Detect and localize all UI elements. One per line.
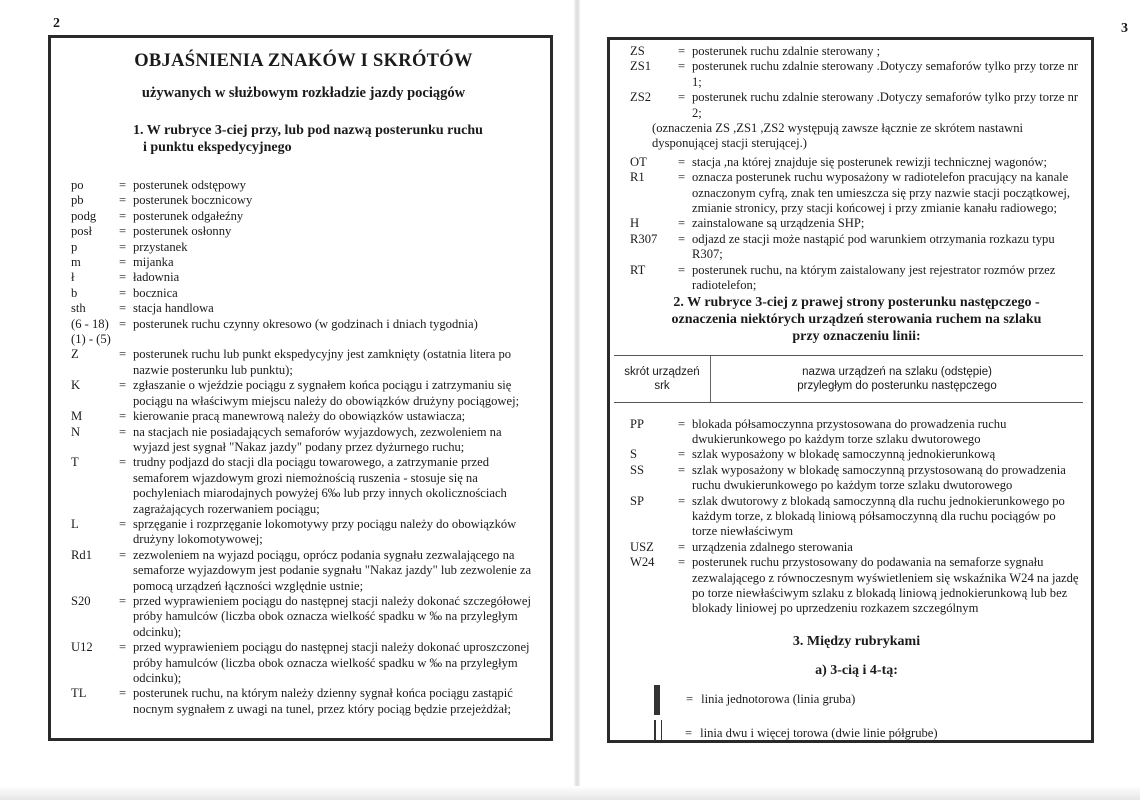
entry-description: blokada półsamoczynna przystosowana do prowadzenia ruchu dwukierunkowego po każdym torze szlaku dwutorowego xyxy=(692,416,1007,446)
equals-sign: = xyxy=(119,547,127,562)
equals-sign: = xyxy=(119,178,127,192)
equals-sign: = xyxy=(119,193,127,208)
abbreviation-entry xyxy=(630,216,1083,231)
equals-sign: = xyxy=(119,455,127,470)
abbreviation-entry xyxy=(71,409,536,424)
section-3-heading: 3. Między rubrykami xyxy=(792,633,921,649)
entry-description: ładownia xyxy=(133,270,180,285)
abbreviation-entry xyxy=(71,517,536,548)
page-subtitle: używanych w służbowym rozkładzie jazdy pociągów xyxy=(141,85,466,101)
equals-sign: = xyxy=(119,239,127,254)
srk-table-header xyxy=(614,355,1083,403)
abbreviation-entry xyxy=(71,224,536,239)
equals-sign: = xyxy=(119,686,127,701)
abbreviation-entry xyxy=(71,425,536,456)
equals-sign: = xyxy=(119,224,127,239)
abbreviation-entry xyxy=(630,232,1083,263)
entry-abbreviation: podg xyxy=(71,208,97,223)
entry-abbreviation: Rd1 xyxy=(71,547,92,562)
entry-description: trudny podjazd do stacji dla pociągu towarowego, a zatrzymanie przed semaforem wjazdowym grozi niemożnością ruszenia - stosuje się na pochyleniach miarodajnych powyżej 6‰ lub przy innych okolicznościach zagrażających rozerwaniem pociągu; xyxy=(133,455,507,516)
entry-description: sprzęganie i rozprzęganie lokomotywy przy pociągu należy do obowiązków drużyny lokomotywowej; xyxy=(133,516,517,547)
equals-sign: = xyxy=(678,44,686,58)
abbreviation-entry xyxy=(71,455,536,517)
abbreviation-entry xyxy=(71,640,536,686)
table-header-name-line2: przyległym do posterunku następczego xyxy=(797,379,997,392)
entry-description: posterunek ruchu zdalnie sterowany .Dotyczy semaforów tylko przy torze nr 2; xyxy=(692,90,1079,120)
entry-abbreviation: m xyxy=(71,255,81,270)
srk-abbreviation-list xyxy=(630,417,1083,617)
station-abbreviation-list xyxy=(630,155,1083,294)
entry-description: szlak dwutorowy z blokadą samoczynną dla ruchu jednokierunkowego po każdym torze, z blokadą liniową półsamoczynną dla ruchu pociągów po torze niewłaściwym xyxy=(692,493,1065,539)
equals-sign: = xyxy=(119,285,127,300)
double-line-stroke xyxy=(654,720,656,743)
entry-abbreviation: W24 xyxy=(630,555,655,570)
abbreviation-entry xyxy=(71,548,536,594)
table-column-abbr xyxy=(614,356,711,402)
entry-description: posterunek osłonny xyxy=(133,224,232,239)
entry-abbreviation: TL xyxy=(71,686,87,701)
entry-abbreviation: ZS2 xyxy=(630,90,651,105)
entry-abbreviation: T xyxy=(71,455,79,470)
equals-sign: = xyxy=(678,154,686,169)
entry-description: urządzenia zdalnego sterowania xyxy=(692,539,853,554)
entry-abbreviation: S20 xyxy=(71,593,91,608)
double-line-icon xyxy=(654,720,662,743)
entry-description: zainstalowane są urządzenia SHP; xyxy=(692,216,865,231)
abbreviation-entry xyxy=(71,332,536,347)
entry-abbreviation: (6 - 18) xyxy=(71,316,109,331)
zs-abbreviation-list xyxy=(630,44,1083,121)
line-symbol-desc: linia jednotorowa (linia gruba) xyxy=(701,692,856,707)
abbreviation-entry xyxy=(71,255,536,270)
entry-abbreviation: (1) - (5) xyxy=(71,332,111,347)
entry-description: przystanek xyxy=(133,239,188,254)
entry-description: zgłaszanie o wjeździe pociągu z sygnałem końca pociągu i zatrzymaniu się pociągu na właściwym miejscu należy do obowiązków drużyny pociągowej; xyxy=(133,378,520,408)
abbreviation-entry xyxy=(71,686,536,717)
entry-description: kierowanie pracą manewrową należy do obowiązków ustawiacza; xyxy=(133,409,466,424)
entry-description: posterunek ruchu przystosowany do podawania na semaforze sygnału zezwalającego z równoczesnym wyświetleniem się wskaźnika W24 na jazdę po torze niewłaściwym szlaku z blokadą liniową jednokierunkową lub bez blokady liniowej po uprzedzeniu rozkazem szczególnym xyxy=(692,555,1079,616)
entry-description: posterunek ruchu lub punkt ekspedycyjny jest zamknięty (ostatnia litera po nazwie posterunku lub punktu); xyxy=(133,347,512,377)
section-1-heading xyxy=(133,122,536,156)
entry-abbreviation: PP xyxy=(630,416,645,431)
entry-abbreviation: sth xyxy=(71,301,86,316)
section-2-heading-line1: 2. W rubryce 3-ciej z prawej strony posterunku następczego - xyxy=(673,294,1040,310)
section-1-heading-line2: i punktu ekspedycyjnego xyxy=(143,140,292,155)
abbreviation-entry xyxy=(630,44,1083,59)
entry-abbreviation: N xyxy=(71,424,81,439)
abbreviation-entry xyxy=(71,193,536,208)
abbreviation-entry xyxy=(630,555,1083,617)
entry-abbreviation: po xyxy=(71,178,84,192)
entry-abbreviation: S xyxy=(630,447,638,462)
entry-description: posterunek bocznicowy xyxy=(133,193,253,208)
entry-abbreviation: ZS xyxy=(630,44,645,58)
double-line-stroke xyxy=(661,720,663,743)
equals-sign: = xyxy=(119,255,127,270)
abbreviation-entry xyxy=(71,347,536,378)
entry-description: posterunek ruchu czynny okresowo (w godzinach i dniach tygodnia) xyxy=(133,316,478,331)
entry-description: posterunek ruchu, na którym należy dzienny sygnał końca pociągu zastąpić nocnym sygnałem z uwagi na tunel, przez który pociąg będzie przejeżdżał; xyxy=(133,686,513,716)
entry-abbreviation: Z xyxy=(71,347,79,362)
zs-note: (oznaczenia ZS ,ZS1 ,ZS2 występują zawsze łącznie ze skrótem nastawni dysponującej stacji sterującej.) xyxy=(652,121,1024,151)
equals-sign: = xyxy=(678,170,686,185)
abbreviation-entry xyxy=(630,155,1083,170)
table-header-abbr-line2: srk xyxy=(654,379,670,392)
abbreviation-entry xyxy=(71,286,536,301)
abbreviation-entry xyxy=(71,209,536,224)
abbreviation-entry xyxy=(630,463,1083,494)
entry-description: odjazd ze stacji może nastąpić pod warunkiem otrzymania rozkazu typu R307; xyxy=(692,231,1055,262)
equals-sign: = xyxy=(678,462,686,477)
equals-sign: = xyxy=(119,593,127,608)
abbreviation-entry xyxy=(630,263,1083,294)
abbreviation-entry xyxy=(71,240,536,255)
abbreviation-entry xyxy=(71,270,536,285)
entry-description: szlak wyposażony w blokadę samoczynną przystosowaną do prowadzenia ruchu dwukierunkowego po każdym torze szlaku dwutorowego xyxy=(692,462,1066,493)
entry-abbreviation: ł xyxy=(71,270,75,285)
entry-abbreviation: ZS1 xyxy=(630,59,651,74)
entry-abbreviation: SS xyxy=(630,462,645,477)
entry-description: zezwoleniem na wyjazd pociągu, oprócz podania sygnału zezwalającego na semaforze wyjazdowym jest podanie sygnału "Nakaz jazdy" lub zezwolenie za pomocą urządzeń łączności względnie ustnie; xyxy=(133,547,532,593)
entry-abbreviation: RT xyxy=(630,262,646,277)
entry-abbreviation: pb xyxy=(71,193,84,208)
equals-sign xyxy=(119,332,133,347)
entry-description: oznacza posterunek ruchu wyposażony w radiotelefon pracujący na kanale oznaczonym cyfrą, znak ten umieszcza się przy nazwie stacji początkowej, zmianie stronicy, przy stacji końcowej i przy zmianie kanału radiowego; xyxy=(692,170,1070,216)
equals-sign: = xyxy=(678,555,686,570)
equals-sign: = xyxy=(119,424,127,439)
abbreviation-list xyxy=(71,178,536,717)
section-1-heading-line1: 1. W rubryce 3-ciej przy, lub pod nazwą posterunku ruchu xyxy=(133,123,483,138)
equals-sign: = xyxy=(678,262,686,277)
section-2-heading xyxy=(630,294,1083,345)
entry-abbreviation: OT xyxy=(630,154,647,169)
entry-description: stacja handlowa xyxy=(133,301,214,316)
entry-abbreviation: USZ xyxy=(630,539,654,554)
entry-abbreviation: R307 xyxy=(630,231,658,246)
table-header-abbr xyxy=(614,356,710,402)
equals-sign: = xyxy=(119,516,127,531)
table-header-name xyxy=(711,356,1083,402)
section-3a-heading: a) 3-cią i 4-tą: xyxy=(815,662,898,678)
abbreviation-entry xyxy=(71,317,536,332)
section-2-heading-line2: oznaczenia niektórych urządzeń sterowania ruchem na szlaku xyxy=(671,311,1042,327)
equals-sign: = xyxy=(119,208,127,223)
entry-description: posterunek odstępowy xyxy=(133,178,246,192)
equals-sign: = xyxy=(119,347,127,362)
equals-sign: = xyxy=(678,493,686,508)
thick-single-line-icon xyxy=(654,685,660,715)
table-header-abbr-line1: skrót urządzeń xyxy=(624,365,700,378)
equals-sign: = xyxy=(119,409,127,424)
abbreviation-entry xyxy=(71,301,536,316)
entry-description: szlak wyposażony w blokadę samoczynną jednokierunkową xyxy=(692,447,996,462)
scan-edge-shadow xyxy=(0,786,1140,800)
entry-abbreviation: L xyxy=(71,516,79,531)
equals-sign: = xyxy=(119,378,127,393)
equals-sign: = xyxy=(119,301,127,316)
abbreviation-entry xyxy=(71,594,536,640)
line-symbol-desc: linia dwu i więcej torowa (dwie linie półgrube) xyxy=(700,726,938,741)
entry-abbreviation: R1 xyxy=(630,170,645,185)
abbreviation-entry xyxy=(71,178,536,193)
equals-sign: = xyxy=(678,216,686,231)
entry-abbreviation: M xyxy=(71,409,83,424)
entry-abbreviation: K xyxy=(71,378,81,393)
entry-abbreviation: U12 xyxy=(71,640,93,655)
equals-sign: = xyxy=(678,539,686,554)
entry-description: posterunek ruchu, na którym zaistalowany jest rejestrator rozmów przez radiotelefon; xyxy=(692,262,1056,293)
entry-description: posterunek ruchu zdalnie sterowany ; xyxy=(692,44,881,58)
entry-abbreviation: p xyxy=(71,239,78,254)
entry-abbreviation: b xyxy=(71,285,78,300)
equals-sign: = xyxy=(685,726,693,741)
equals-sign: = xyxy=(678,447,686,462)
entry-abbreviation: SP xyxy=(630,493,645,508)
abbreviation-entry xyxy=(71,378,536,409)
equals-sign: = xyxy=(686,692,694,707)
abbreviation-entry xyxy=(630,170,1083,216)
entry-description: przed wyprawieniem pociągu do następnej stacji należy dokonać szczegółowej próby hamulców (liczba obok oznacza wielkość spadku w ‰ na przyległym odcinku); xyxy=(133,593,531,639)
table-header-name-line1: nazwa urządzeń na szlaku (odstępie) xyxy=(802,365,992,378)
abbreviation-entry xyxy=(630,447,1083,462)
entry-description: na stacjach nie posiadających semaforów wyjazdowych, zezwoleniem na wyjazd jest sygnał "Nakaz jazdy" podany przez dyżurnego ruchu; xyxy=(133,424,502,454)
entry-description: mijanka xyxy=(133,255,174,270)
abbreviation-entry xyxy=(630,540,1083,555)
equals-sign: = xyxy=(678,416,686,431)
equals-sign: = xyxy=(119,640,127,655)
entry-description xyxy=(133,332,536,347)
left-page-frame xyxy=(48,35,553,741)
table-column-name xyxy=(711,356,1083,402)
entry-description: bocznica xyxy=(133,285,178,300)
equals-sign: = xyxy=(119,316,127,331)
abbreviation-entry xyxy=(630,494,1083,540)
entry-abbreviation: posł xyxy=(71,224,92,239)
abbreviation-entry xyxy=(630,59,1083,90)
page-number-left: 2 xyxy=(53,16,60,31)
equals-sign: = xyxy=(678,231,686,246)
equals-sign: = xyxy=(678,59,686,74)
section-2-heading-line3: przy oznaczeniu linii: xyxy=(792,328,921,344)
book-spine xyxy=(574,0,580,800)
entry-description: posterunek odgałeźny xyxy=(133,208,244,223)
entry-description: przed wyprawieniem pociągu do następnej stacji należy dokonać uproszczonej próby hamulców (liczba obok oznacza wielkość spadku w ‰ na przyległym odcinku); xyxy=(133,640,530,685)
equals-sign: = xyxy=(119,270,127,285)
equals-sign: = xyxy=(678,90,686,105)
line-symbol-row xyxy=(654,685,1083,715)
line-symbol-row xyxy=(654,719,1083,743)
entry-description: posterunek ruchu zdalnie sterowany .Dotyczy semaforów tylko przy torze nr 1; xyxy=(692,59,1079,89)
entry-description: stacja ,na której znajduje się posterunek rewizji technicznej wagonów; xyxy=(692,154,1047,169)
entry-abbreviation: H xyxy=(630,216,640,231)
page-number-right: 3 xyxy=(1121,21,1128,36)
abbreviation-entry xyxy=(630,90,1083,121)
page-title: OBJAŚNIENIA ZNAKÓW I SKRÓTÓW xyxy=(134,51,473,71)
abbreviation-entry xyxy=(630,417,1083,448)
right-page-frame xyxy=(607,37,1094,743)
